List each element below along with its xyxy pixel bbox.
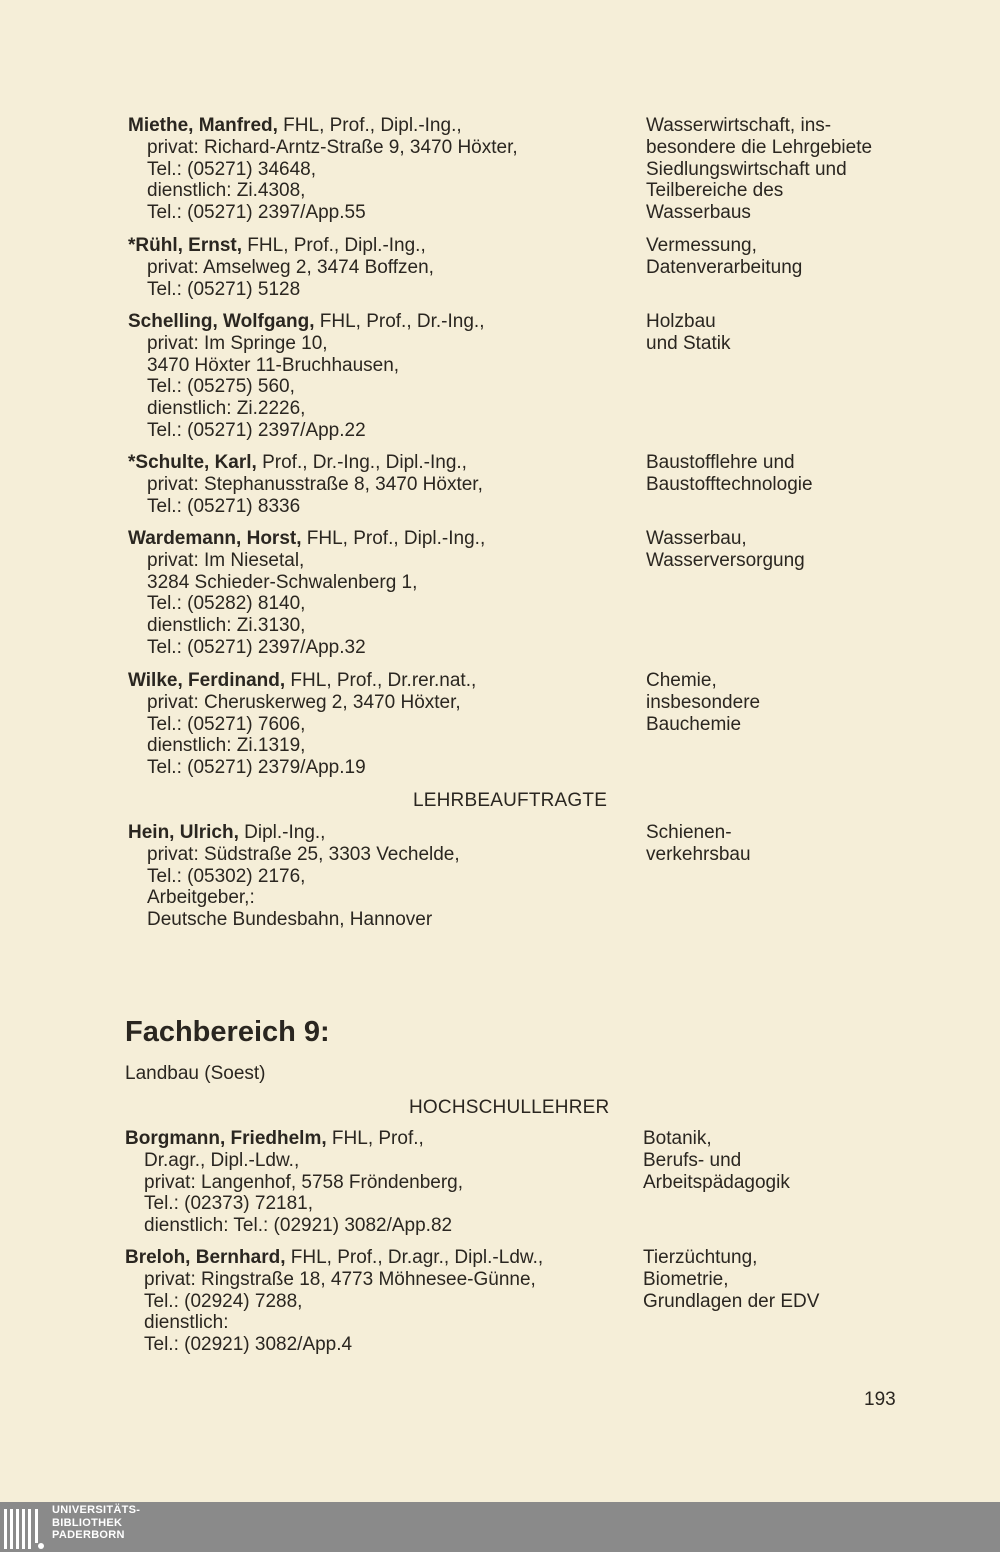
- page-number: 193: [864, 1389, 896, 1410]
- person-name: Borgmann, Friedhelm,: [125, 1128, 327, 1149]
- entry-line: privat: Stephanusstraße 8, 3470 Höxter,: [147, 473, 483, 495]
- subject-line: insbesondere: [646, 691, 761, 713]
- entry-subjects: [643, 1128, 1000, 1193]
- entry-left-column: [128, 115, 628, 224]
- subject-line: Wasserbau,: [646, 528, 747, 549]
- section-title: Fachbereich 9:: [125, 1016, 330, 1048]
- entry-line: dienstlich: Tel.: (02921) 3082/App.82: [144, 1215, 453, 1237]
- entry-left-column: [128, 235, 628, 300]
- subject-line: Wasserbaus: [646, 202, 751, 224]
- person-name: Hein, Ulrich,: [128, 822, 239, 843]
- entry-line: privat: Cheruskerweg 2, 3470 Höxter,: [147, 691, 461, 713]
- subheading-lehrbeauftragte: LEHRBEAUFTRAGTE: [413, 790, 608, 811]
- library-footer: [0, 1502, 1000, 1552]
- entry-line: privat: Amselweg 2, 3474 Boffzen,: [147, 256, 434, 278]
- entry-subjects: [646, 670, 1000, 735]
- entry-line: privat: Südstraße 25, 3303 Vechelde,: [147, 843, 460, 865]
- entry-subjects: [643, 1247, 1000, 1312]
- entry-heading: [125, 1247, 625, 1269]
- person-title: FHL, Prof., Dr.rer.nat.,: [285, 670, 477, 691]
- entry-line: privat: Im Springe 10,: [147, 332, 328, 354]
- subject-line: Baustofftechnologie: [646, 473, 813, 495]
- entry-line: Tel.: (05282) 8140,: [147, 593, 306, 615]
- entry-left-column: [128, 452, 628, 517]
- entry-line: dienstlich:: [144, 1312, 229, 1334]
- entry-line: dienstlich: Zi.1319,: [147, 735, 306, 757]
- person-name: Wardemann, Horst,: [128, 528, 302, 549]
- entry-line: Tel.: (05302) 2176,: [147, 865, 306, 887]
- subject-line: Biometrie,: [643, 1268, 729, 1290]
- entry-subjects: [646, 822, 1000, 866]
- entry-heading: [128, 822, 628, 844]
- entry-line: Tel.: (05271) 2379/App.19: [147, 757, 366, 779]
- subject-line: Arbeitspädagogik: [643, 1171, 790, 1193]
- subject-line: Baustofflehre und: [646, 452, 795, 473]
- entry-line: Tel.: (02921) 3082/App.4: [144, 1334, 353, 1356]
- entry-line: Tel.: (05271) 7606,: [147, 713, 306, 735]
- entry-heading: [128, 235, 628, 257]
- entry-line: dienstlich: Zi.4308,: [147, 180, 306, 202]
- entry-left-column: [128, 528, 628, 659]
- entry-left-column: [128, 311, 628, 442]
- subject-line: Schienen-: [646, 822, 732, 843]
- subject-line: Vermessung,: [646, 235, 757, 256]
- entry-heading: [128, 452, 628, 474]
- person-name: Miethe, Manfred,: [128, 115, 278, 136]
- entry-line: privat: Ringstraße 18, 4773 Möhnesee-Günne,: [144, 1268, 536, 1290]
- entry-left-column: [125, 1247, 625, 1356]
- subject-line: besondere die Lehrgebiete: [646, 136, 873, 158]
- entry-heading: [128, 115, 628, 137]
- person-title: FHL, Prof., Dipl.-Ing.,: [242, 235, 426, 256]
- subject-line: Botanik,: [643, 1128, 712, 1149]
- entry-line: Deutsche Bundesbahn, Hannover: [147, 909, 433, 931]
- subject-line: Wasserversorgung: [646, 549, 805, 571]
- subject-line: Teilbereiche des: [646, 180, 784, 202]
- entry-line: Tel.: (05271) 2397/App.22: [147, 419, 366, 441]
- person-title: Prof., Dr.-Ing., Dipl.-Ing.,: [256, 452, 467, 473]
- subject-line: Datenverarbeitung: [646, 256, 803, 278]
- person-title: FHL, Prof.,: [326, 1128, 424, 1149]
- entry-line: Tel.: (05271) 8336: [147, 495, 301, 517]
- entry-heading: [128, 670, 628, 692]
- person-name: *Rühl, Ernst,: [128, 235, 243, 256]
- person-title: Dipl.-Ing.,: [238, 822, 326, 843]
- entry-line: privat: Langenhof, 5758 Fröndenberg,: [144, 1171, 464, 1193]
- subject-line: Siedlungswirtschaft und: [646, 158, 847, 180]
- subject-line: Chemie,: [646, 670, 717, 691]
- entry-line: Dr.agr., Dipl.-Ldw.,: [144, 1149, 300, 1171]
- logo-line: UNIVERSITÄTS-: [52, 1504, 141, 1516]
- subject-line: und Statik: [646, 332, 731, 354]
- entry-line: privat: Richard-Arntz-Straße 9, 3470 Höxter,: [147, 136, 518, 158]
- entry-heading: [125, 1128, 625, 1150]
- section-subtitle: Landbau (Soest): [125, 1063, 266, 1084]
- entry-line: Tel.: (05271) 34648,: [147, 158, 317, 180]
- person-title: FHL, Prof., Dr.agr., Dipl.-Ldw.,: [285, 1247, 544, 1268]
- entry-line: Arbeitgeber,:: [147, 887, 255, 909]
- person-title: FHL, Prof., Dr.-Ing.,: [314, 311, 485, 332]
- subject-line: Holzbau: [646, 311, 716, 332]
- entry-line: Tel.: (05271) 2397/App.55: [147, 202, 366, 224]
- entry-subjects: [646, 235, 1000, 279]
- entry-left-column: [128, 822, 628, 931]
- person-name: Wilke, Ferdinand,: [128, 670, 286, 691]
- entry-subjects: [646, 311, 1000, 355]
- subject-line: Wasserwirtschaft, ins-: [646, 115, 832, 136]
- barcode-logo-icon: [4, 1509, 46, 1549]
- entry-line: 3284 Schieder-Schwalenberg 1,: [147, 571, 418, 593]
- entry-left-column: [128, 670, 628, 779]
- entry-line: dienstlich: Zi.2226,: [147, 398, 306, 420]
- person-name: Breloh, Bernhard,: [125, 1247, 286, 1268]
- subject-line: verkehrsbau: [646, 843, 751, 865]
- entry-heading: [128, 528, 628, 550]
- entry-subjects: [646, 452, 1000, 496]
- person-title: FHL, Prof., Dipl.-Ing.,: [277, 115, 462, 136]
- entry-left-column: [125, 1128, 625, 1237]
- subheading-hochschullehrer: HOCHSCHULLEHRER: [409, 1097, 610, 1118]
- entry-line: Tel.: (05271) 5128: [147, 278, 301, 300]
- entry-line: Tel.: (05271) 2397/App.32: [147, 636, 366, 658]
- entry-subjects: [646, 115, 1000, 224]
- person-name: *Schulte, Karl,: [128, 452, 257, 473]
- entry-line: 3470 Höxter 11-Bruchhausen,: [147, 354, 400, 376]
- entry-line: Tel.: (05275) 560,: [147, 376, 295, 398]
- subject-line: Berufs- und: [643, 1149, 742, 1171]
- person-title: FHL, Prof., Dipl.-Ing.,: [301, 528, 486, 549]
- entry-line: privat: Im Niesetal,: [147, 549, 305, 571]
- entry-subjects: [646, 528, 1000, 572]
- logo-line: PADERBORN: [52, 1529, 125, 1541]
- entry-line: Tel.: (02373) 72181,: [144, 1193, 314, 1215]
- subject-line: Bauchemie: [646, 713, 742, 735]
- entry-line: Tel.: (02924) 7288,: [144, 1290, 303, 1312]
- entry-heading: [128, 311, 628, 333]
- library-logo-text: [52, 1504, 140, 1542]
- logo-line: BIBLIOTHEK: [52, 1516, 123, 1529]
- subject-line: Tierzüchtung,: [643, 1247, 758, 1268]
- person-name: Schelling, Wolfgang,: [128, 311, 315, 332]
- subject-line: Grundlagen der EDV: [643, 1290, 820, 1312]
- entry-line: dienstlich: Zi.3130,: [147, 615, 306, 637]
